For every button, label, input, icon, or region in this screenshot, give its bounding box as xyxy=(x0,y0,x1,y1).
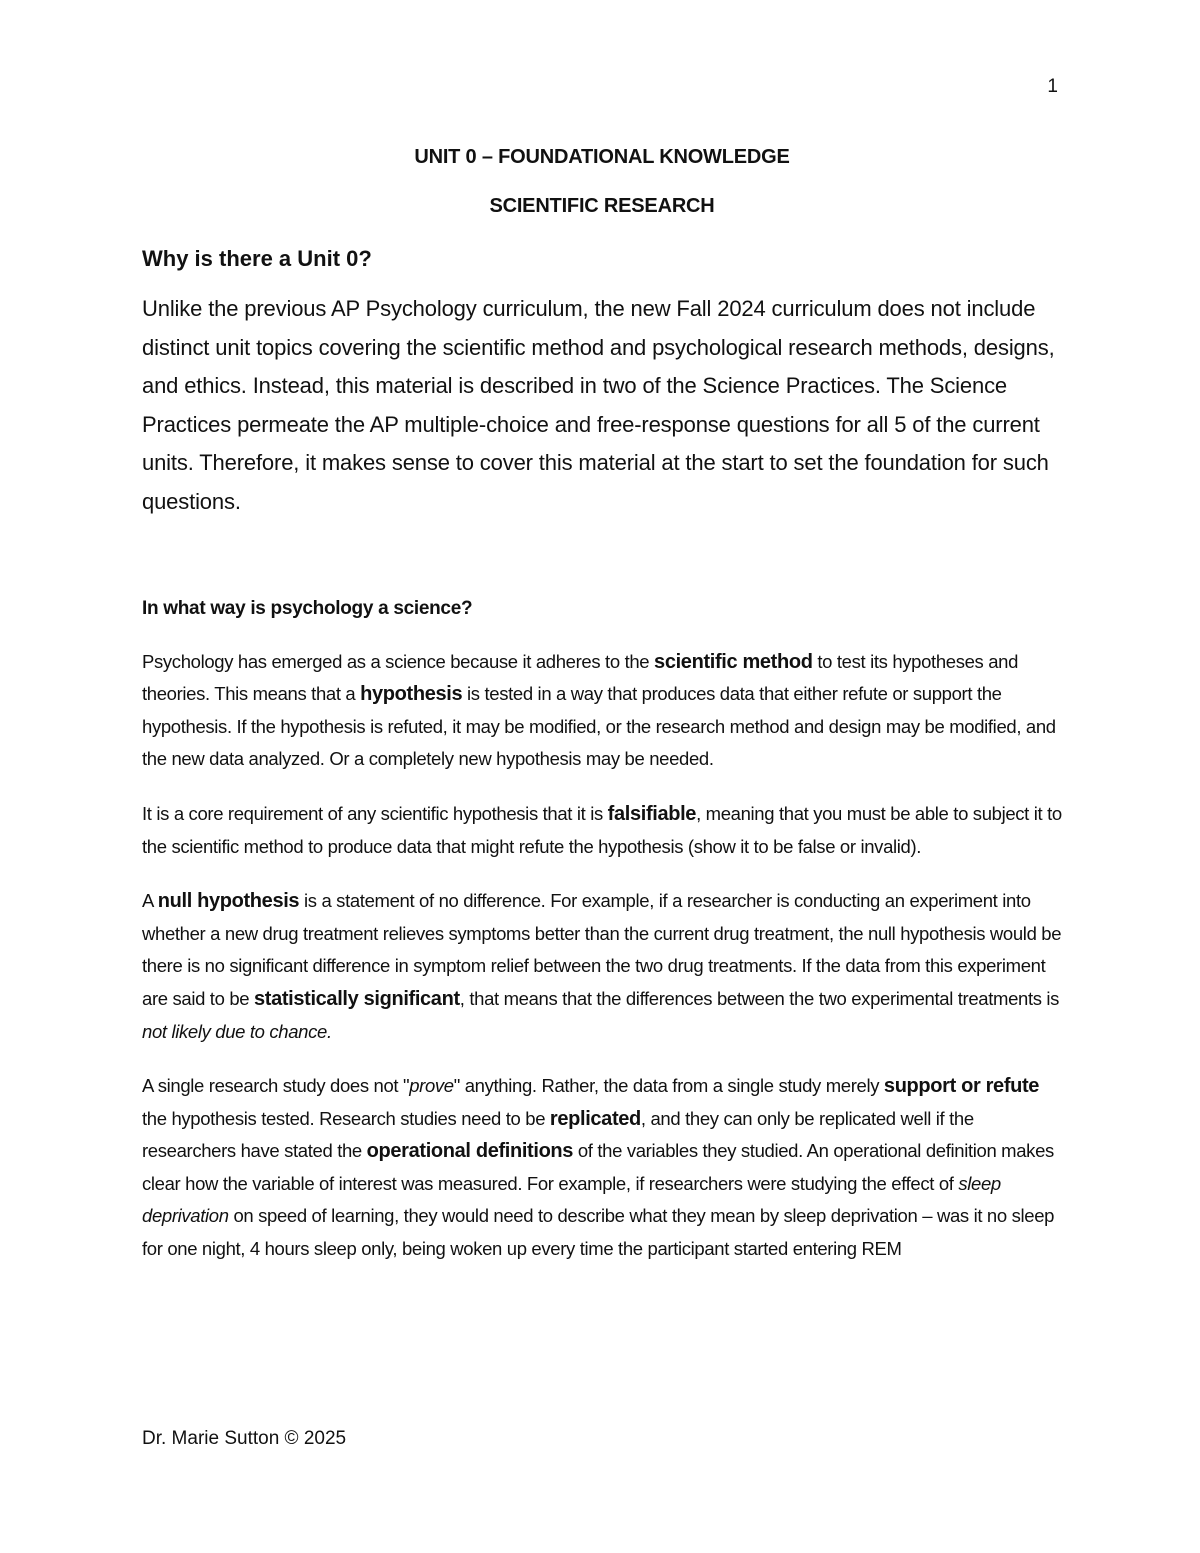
document-subtitle: SCIENTIFIC RESEARCH xyxy=(489,195,715,217)
text-run: the hypothesis tested. Research studies need to be xyxy=(142,1107,550,1129)
text-run: of the variables they studied. An operational definition makes clear how the variable of interest was measured. For example, if researchers were studying the effect of xyxy=(142,1140,1054,1194)
emphasis-sleep-deprivation: sleep deprivation xyxy=(142,1172,1001,1227)
text-run: is a statement of no difference. For example, if a researcher is conducting an experiment into whether a new drug treatment relieves symptoms better than the current drug treatment, the null hypothesis would be there is no significant difference in symptom relief between the two drug treatments. If the data from this experiment are said to be xyxy=(142,890,1062,1009)
term-scientific-method: scientific method xyxy=(654,650,813,673)
text-run: on speed of learning, they would need to describe what they mean by sleep deprivation – was it no sleep for one night, 4 hours sleep only, being woken up every time the participant started entering REM xyxy=(142,1205,1055,1260)
text-run: " anything. Rather, the data from a single study merely xyxy=(453,1075,884,1097)
text-run: , meaning that you must be able to subject it to the scientific method to produce data that might refute the hypothesis (show it to be false or invalid). xyxy=(142,802,1062,857)
text-run: It is a core requirement of any scientific hypothesis that it is xyxy=(142,802,608,824)
text-run: to test its hypotheses and theories. This means that a xyxy=(142,650,1019,705)
emphasis-not-likely-due-to-chance: not likely due to chance. xyxy=(142,1020,332,1042)
paragraph-null-hypothesis xyxy=(142,885,1062,1048)
text-run: , and they can only be replicated well if the researchers have stated the xyxy=(142,1107,974,1162)
paragraph-replication xyxy=(142,1070,1062,1266)
section-heading-unit0: Why is there a Unit 0? xyxy=(142,246,372,271)
text-run: A xyxy=(142,890,158,912)
term-falsifiable: falsifiable xyxy=(607,802,697,825)
term-support-or-refute: support or refute xyxy=(883,1075,1040,1098)
text-run: A single research study does not " xyxy=(142,1075,410,1097)
paragraph-unit0-intro: Unlike the previous AP Psychology curriculum, the new Fall 2024 curriculum does not include distinct unit topics covering the scientific method and psychological research methods, designs, and ethics. Instead, this material is described in two of the Science Practices. The Science Practices permeate the AP multiple-choice and free-response questions for all 5 of the current units. Therefore, it makes sense to cover this material at the start to set the foundation for such questions. xyxy=(142,296,1055,514)
paragraph-scientific-method xyxy=(142,646,1062,776)
paragraph-falsifiable xyxy=(142,798,1062,863)
emphasis-prove: prove xyxy=(409,1075,454,1097)
document-title: UNIT 0 – FOUNDATIONAL KNOWLEDGE xyxy=(414,146,790,168)
text-run: , that means that the differences between the two experimental treatments is xyxy=(459,987,1060,1009)
term-replicated: replicated xyxy=(549,1107,641,1130)
text-run: is tested in a way that produces data that either refute or support the hypothesis. If the hypothesis is refuted, it may be modified, or the research method and design may be modified, and the new data analyzed. Or a completely new hypothesis may be needed. xyxy=(142,683,1056,770)
page-number: 1 xyxy=(1047,76,1058,97)
text-run: Psychology has emerged as a science because it adheres to the xyxy=(142,650,655,672)
term-null-hypothesis: null hypothesis xyxy=(157,890,300,913)
term-statistically-significant: statistically significant xyxy=(254,987,460,1010)
page-footer: Dr. Marie Sutton © 2025 xyxy=(142,1428,347,1449)
term-hypothesis: hypothesis xyxy=(360,683,463,706)
section-heading-psychology-science: In what way is psychology a science? xyxy=(142,597,473,619)
term-operational-definitions: operational definitions xyxy=(366,1140,574,1163)
document-body xyxy=(142,146,1062,1266)
